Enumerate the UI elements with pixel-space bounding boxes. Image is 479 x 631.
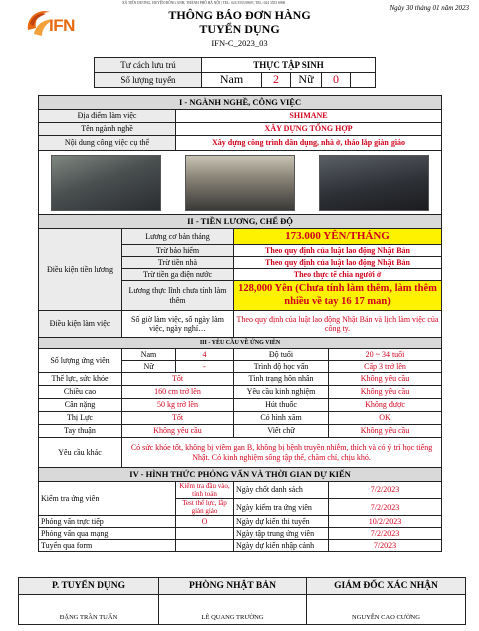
height-value: 160 cm trở lên xyxy=(122,386,234,399)
male-label: Nam xyxy=(202,73,262,88)
candidate-male-count: 4 xyxy=(176,349,234,361)
candidate-female-label: Nữ xyxy=(122,361,176,373)
marital-value: Không yêu cầu xyxy=(329,373,442,386)
education-value: Cấp 3 trở lên xyxy=(329,361,442,373)
construction-photo-2 xyxy=(185,155,295,211)
weight-value: 50 kg trở lên xyxy=(122,399,234,412)
online-interview-value xyxy=(176,528,234,540)
work-condition-value: Theo quy định của luật lao động Nhật Bản và lịch làm việc của công ty. xyxy=(234,311,442,338)
tattoo-value: OK xyxy=(329,412,442,425)
candidate-male-label: Nam xyxy=(122,349,176,361)
test-item-2: Test thể lực, lắp giàn giáo xyxy=(176,499,234,516)
salary-row-label: Trừ tiền nhà xyxy=(122,257,234,269)
document-title: THÔNG BÁO ĐƠN HÀNG xyxy=(168,8,311,22)
writing-label: Viết chữ xyxy=(234,425,329,438)
work-content-value: Xây dựng công trình dân dụng, nhà ở, tháo lắp giàn giáo xyxy=(176,136,442,151)
female-label: Nữ xyxy=(291,73,322,88)
handedness-label: Tay thuận xyxy=(39,425,122,438)
date-row-value: 10/2/2023 xyxy=(329,516,442,528)
order-code: IFN-C_2023_03 xyxy=(211,38,268,48)
work-condition-label: Điều kiện làm việc xyxy=(39,311,122,338)
document-header xyxy=(0,0,479,60)
date-row-label: Ngày chốt danh sách xyxy=(234,482,329,499)
handedness-value: Không yêu cầu xyxy=(122,425,234,438)
document-subtitle: TUYỂN DỤNG xyxy=(199,22,280,36)
date-row-label: Ngày kiểm tra ứng viên xyxy=(234,499,329,516)
document-date: Ngày 30 tháng 01 năm 2023 xyxy=(389,4,469,12)
order-details-table xyxy=(38,95,442,552)
section3-title: III - YÊU CẦU VỀ ỨNG VIÊN xyxy=(39,338,442,349)
salary-row-label: Lương thực lĩnh chưa tính làm thêm xyxy=(122,281,234,311)
direct-interview-value: O xyxy=(176,516,234,528)
director-title: GIÁM ĐỐC XÁC NHẬN xyxy=(307,578,466,595)
vision-label: Thị Lực xyxy=(39,412,122,425)
tattoo-label: Có hình xăm xyxy=(234,412,329,425)
height-label: Chiều cao xyxy=(39,386,122,399)
japan-dept-title: PHÒNG NHẬT BẢN xyxy=(159,578,307,595)
japan-dept-signer: LÊ QUANG TRƯỜNG xyxy=(159,595,307,625)
work-content-label: Nội dung công việc cụ thể xyxy=(39,136,176,151)
signature-table xyxy=(18,577,466,625)
other-requirements-value: Có sức khỏe tốt, không bị viêm gan B, không bị bệnh truyền nhiễm, thích và có ý trí học tiếng Nhật. Có kinh nghiệm sống tập thể, chăm chỉ, chịu khó. xyxy=(122,438,442,468)
base-salary-value: 173.000 YÊN/THÁNG xyxy=(234,229,442,245)
online-interview-label: Phỏng vấn qua mạng xyxy=(39,528,176,540)
insurance-value: Theo quy định của luật lao động Nhật Bản xyxy=(234,245,442,257)
age-label: Độ tuổi xyxy=(234,349,329,361)
weight-label: Cân nặng xyxy=(39,399,122,412)
form-recruit-value xyxy=(176,540,234,552)
company-address: XÃ TIẾN DƯƠNG, HUYỆN ĐÔNG ANH, THÀNH PHỐ HÀ NỘI | TEL: 024 3553 6969 | TEL: 024 3553 6968 xyxy=(122,1,286,5)
work-condition-sub: Số giờ làm việc, số ngày làm việc, ngày nghỉ… xyxy=(122,311,234,338)
female-count: 0 xyxy=(322,73,351,88)
recruitment-dept-signer: ĐẶNG TRẦN TUẤN xyxy=(19,595,159,625)
section1-title: I - NGÀNH NGHỀ, CÔNG VIỆC xyxy=(39,96,442,110)
experience-value: Không yêu cầu xyxy=(329,386,442,399)
section4-title: IV - HÌNH THỨC PHỎNG VẤN VÀ THỜI GIAN DỰ KIẾN xyxy=(39,468,442,482)
male-count: 2 xyxy=(262,73,291,88)
date-row-value: 7/2/2023 xyxy=(329,482,442,499)
date-row-value: 7/2/2023 xyxy=(329,528,442,540)
date-row-value: 7/2/2023 xyxy=(329,499,442,516)
photo-strip xyxy=(39,151,442,215)
date-row-label: Ngày tập trung ứng viên xyxy=(234,528,329,540)
job-label: Tên ngành nghề xyxy=(39,123,176,136)
vision-value: Tốt xyxy=(122,412,234,425)
section2-title: II - TIỀN LƯƠNG, CHẾ ĐỘ xyxy=(39,215,442,229)
construction-photo-1 xyxy=(51,155,161,211)
housing-value: Theo quy định của luật lao động Nhật Bản xyxy=(234,257,442,269)
summary-table xyxy=(94,57,376,88)
salary-row-label: Lương cơ bản tháng xyxy=(122,229,234,245)
smoking-label: Hút thuốc xyxy=(234,399,329,412)
other-requirements-label: Yêu cầu khác xyxy=(39,438,122,468)
form-recruit-label: Tuyển qua form xyxy=(39,540,176,552)
status-value: THỰC TẬP SINH xyxy=(202,58,376,73)
net-salary-value: 128,000 Yên (Chưa tính làm thêm, làm thêm nhiều về tay 16 17 man) xyxy=(234,281,442,311)
date-row-value: 7/2023 xyxy=(329,540,442,552)
salary-row-label: Trừ bảo hiểm xyxy=(122,245,234,257)
candidate-count-label: Số lượng ứng viên xyxy=(39,349,122,373)
utilities-value: Theo thực tế chia người ở xyxy=(234,269,442,281)
recruitment-dept-title: P. TUYỂN DỤNG xyxy=(19,578,159,595)
date-row-label: Ngày dự kiến thi tuyển xyxy=(234,516,329,528)
test-label: Kiểm tra ứng viên xyxy=(39,482,176,516)
date-row-label: Ngày dự kiến nhập cảnh xyxy=(234,540,329,552)
location-value: SHIMANE xyxy=(176,110,442,123)
construction-photo-3 xyxy=(319,155,429,211)
test-item-1: Kiểm tra đầu vào, tính toán xyxy=(176,482,234,499)
smoking-value: Không được xyxy=(329,399,442,412)
health-label: Thể lực, sức khỏe xyxy=(39,373,122,386)
direct-interview-label: Phỏng vấn trực tiếp xyxy=(39,516,176,528)
age-value: 20 ~ 34 tuổi xyxy=(329,349,442,361)
experience-label: Yêu cầu kinh nghiệm xyxy=(234,386,329,399)
location-label: Địa điểm làm việc xyxy=(39,110,176,123)
writing-value: Không yêu cầu xyxy=(329,425,442,438)
status-label: Tư cách lưu trú xyxy=(95,58,202,73)
job-value: XÂY DỰNG TỔNG HỢP xyxy=(176,123,442,136)
marital-label: Tình trạng hôn nhân xyxy=(234,373,329,386)
quantity-label: Số lượng tuyển xyxy=(95,73,202,88)
health-value: Tốt xyxy=(122,373,234,386)
empty-cell xyxy=(351,73,376,88)
salary-group-label: Điều kiện tiền lương xyxy=(39,229,122,311)
education-label: Trình độ học vấn xyxy=(234,361,329,373)
logo-text: IFN xyxy=(49,16,75,35)
director-signer: NGUYỄN CAO CƯỜNG xyxy=(307,595,466,625)
salary-row-label: Trừ tiền ga điện nước xyxy=(122,269,234,281)
candidate-female-count: - xyxy=(176,361,234,373)
